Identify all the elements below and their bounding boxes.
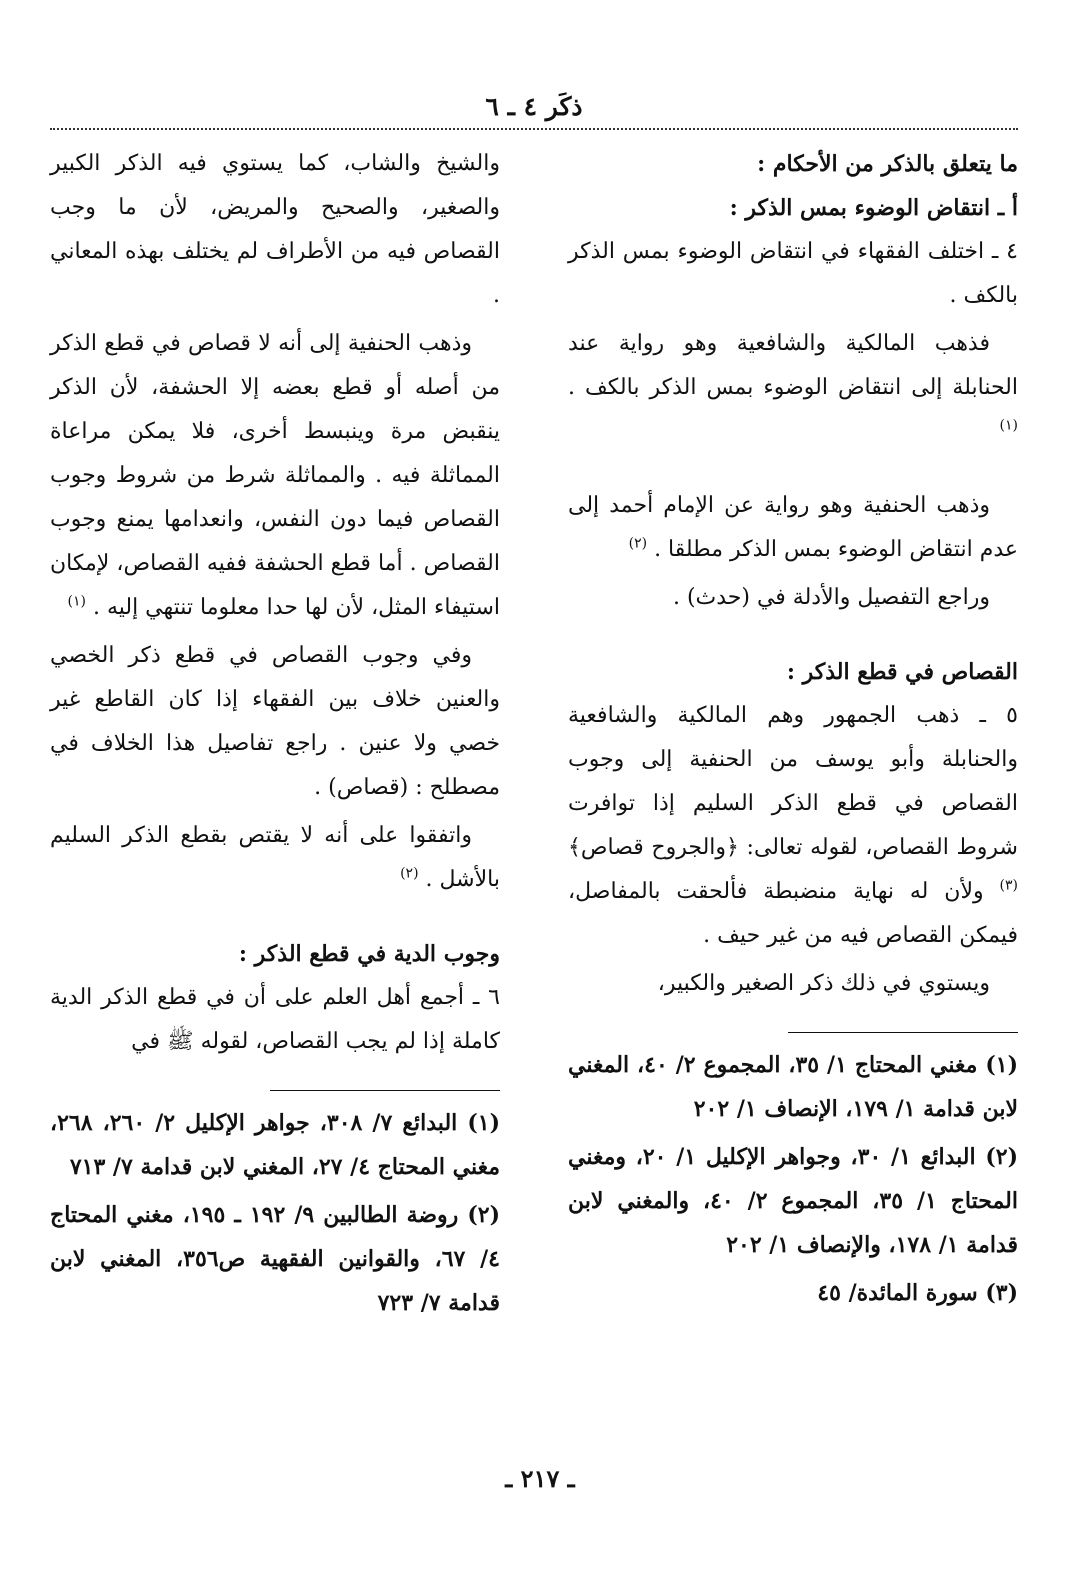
paragraph-maliki (568, 322, 1018, 454)
footnote-rule (788, 1032, 1018, 1033)
section-heading-qisas: القصاص في قطع الذكر : (786, 659, 1018, 685)
paragraph-text: ولأن له نهاية منضبطة فألحقت بالمفاصل، فيمكن القصاص فيه من غير حيف . (568, 879, 1018, 948)
footnote: (٣) سورة المائدة/ ٤٥ (817, 1280, 1018, 1306)
paragraph-text: فذهب المالكية والشافعية وهو رواية عند الحنابلة إلى انتقاض الوضوء بمس الذكر بالكف . (568, 331, 1018, 400)
paragraph-text: وذهب الحنفية إلى أنه لا قصاص في قطع الذكر من أصله أو قطع بعضه إلا الحشفة، لأن الذكر ينقبض مرة وينبسط أخرى، فلا يمكن مراعاة المماثلة فيه . والمماثلة شرط من شروط وجوب القصاص فيما دون النفس، وانعدامها يمنع وجوب القصاص . أما قطع الحشفة ففيه القصاص، لإمكان استيفاء المثل، لأن لها حدا معلوما تنتهي إليه . (50, 331, 500, 620)
footnote-rule (270, 1090, 500, 1091)
paragraph-equal: ويستوي في ذلك ذكر الصغير والكبير، (657, 971, 990, 996)
footnote-ref: (١) (999, 417, 1018, 434)
paragraph-text: ٥ ـ ذهب الجمهور وهم المالكية والشافعية والحنابلة وأبو يوسف من الحنفية إلى وجوب القصاص في قطع الذكر السليم إذا توافرت شروط القصاص، لقوله تعالى: ﴿والجروح قصاص﴾ (568, 703, 1018, 860)
footnote: (١) مغني المحتاج ١/ ٣٥، المجموع ٢/ ٤٠، المغني لابن قدامة ١/ ١٧٩، الإنصاف ١/ ٢٠٢ (568, 1052, 1018, 1122)
paragraph-hanafi-qisas (50, 322, 500, 630)
section-heading-diya: وجوب الدية في قطع الذكر : (238, 941, 500, 967)
paragraph-khasi: وفي وجوب القصاص في قطع ذكر الخصي والعنين خلاف بين الفقهاء إذا كان القاطع غير خصي ولا عنين . راجع تفاصيل هذا الخلاف في مصطلح : (قصاص) . (50, 643, 500, 800)
paragraph-hanafi (568, 484, 1018, 572)
paragraph-text: واتفقوا على أنه لا يقتص بقطع الذكر السليم بالأشل . (50, 823, 500, 892)
footnote-ref: (٢) (628, 535, 648, 552)
right-column (568, 142, 1018, 1422)
footnote: (١) البدائع ٧/ ٣٠٨، جواهر الإكليل ٢/ ٢٦٠، ٢٦٨، مغني المحتاج ٤/ ٢٧، المغني لابن قدامة ٧/ ٧١٣ (50, 1110, 500, 1180)
paragraph-refer: وراجع التفصيل والأدلة في (حدث) . (672, 585, 990, 610)
paragraph-4: ٤ ـ اختلف الفقهاء في انتقاض الوضوء بمس الذكر بالكف . (568, 239, 1018, 308)
page-number: ـ ٢١٧ ـ (505, 1464, 575, 1493)
footnote-ref: (١) (67, 593, 86, 610)
footnote-ref: (٢) (400, 865, 419, 882)
paragraph-6: ٦ ـ أجمع أهل العلم على أن في قطع الذكر الدية كاملة إذا لم يجب القصاص، لقوله ﷺ في (50, 985, 500, 1054)
columns (50, 142, 1018, 1422)
footnote: (٢) روضة الطالبين ٩/ ١٩٢ ـ ١٩٥، مغني المحتاج ٤/ ٦٧، والقوانين الفقهية ص٣٥٦، المغني لابن قدامة ٧/ ٧٢٣ (50, 1202, 500, 1316)
footnote: (٢) البدائع ١/ ٣٠، وجواهر الإكليل ١/ ٢٠، ومغني المحتاج ١/ ٣٥، المجموع ٢/ ٤٠، والمغني لابن قدامة ١/ ١٧٨، والإنصاف ١/ ٢٠٢ (568, 1144, 1018, 1258)
section-heading-wudu: أ ـ انتقاض الوضوء بمس الذكر : (729, 195, 1018, 221)
left-column (50, 142, 500, 1422)
paragraph-agree (50, 814, 500, 902)
header-rule (50, 128, 1018, 130)
running-head: ذكَر ٤ ـ ٦ (485, 92, 583, 121)
paragraph-5 (568, 694, 1018, 958)
section-heading-rulings: ما يتعلق بالذكر من الأحكام : (757, 151, 1018, 177)
footnote-ref: (٣) (999, 877, 1018, 894)
paragraph-continuation: والشيخ والشاب، كما يستوي فيه الذكر الكبير والصغير، والصحيح والمريض، لأن ما وجب القصاص فيه من الأطراف لم يختلف بهذه المعاني . (50, 151, 500, 308)
paragraph-text: وذهب الحنفية وهو رواية عن الإمام أحمد إلى عدم انتقاض الوضوء بمس الذكر مطلقا . (568, 493, 1018, 562)
